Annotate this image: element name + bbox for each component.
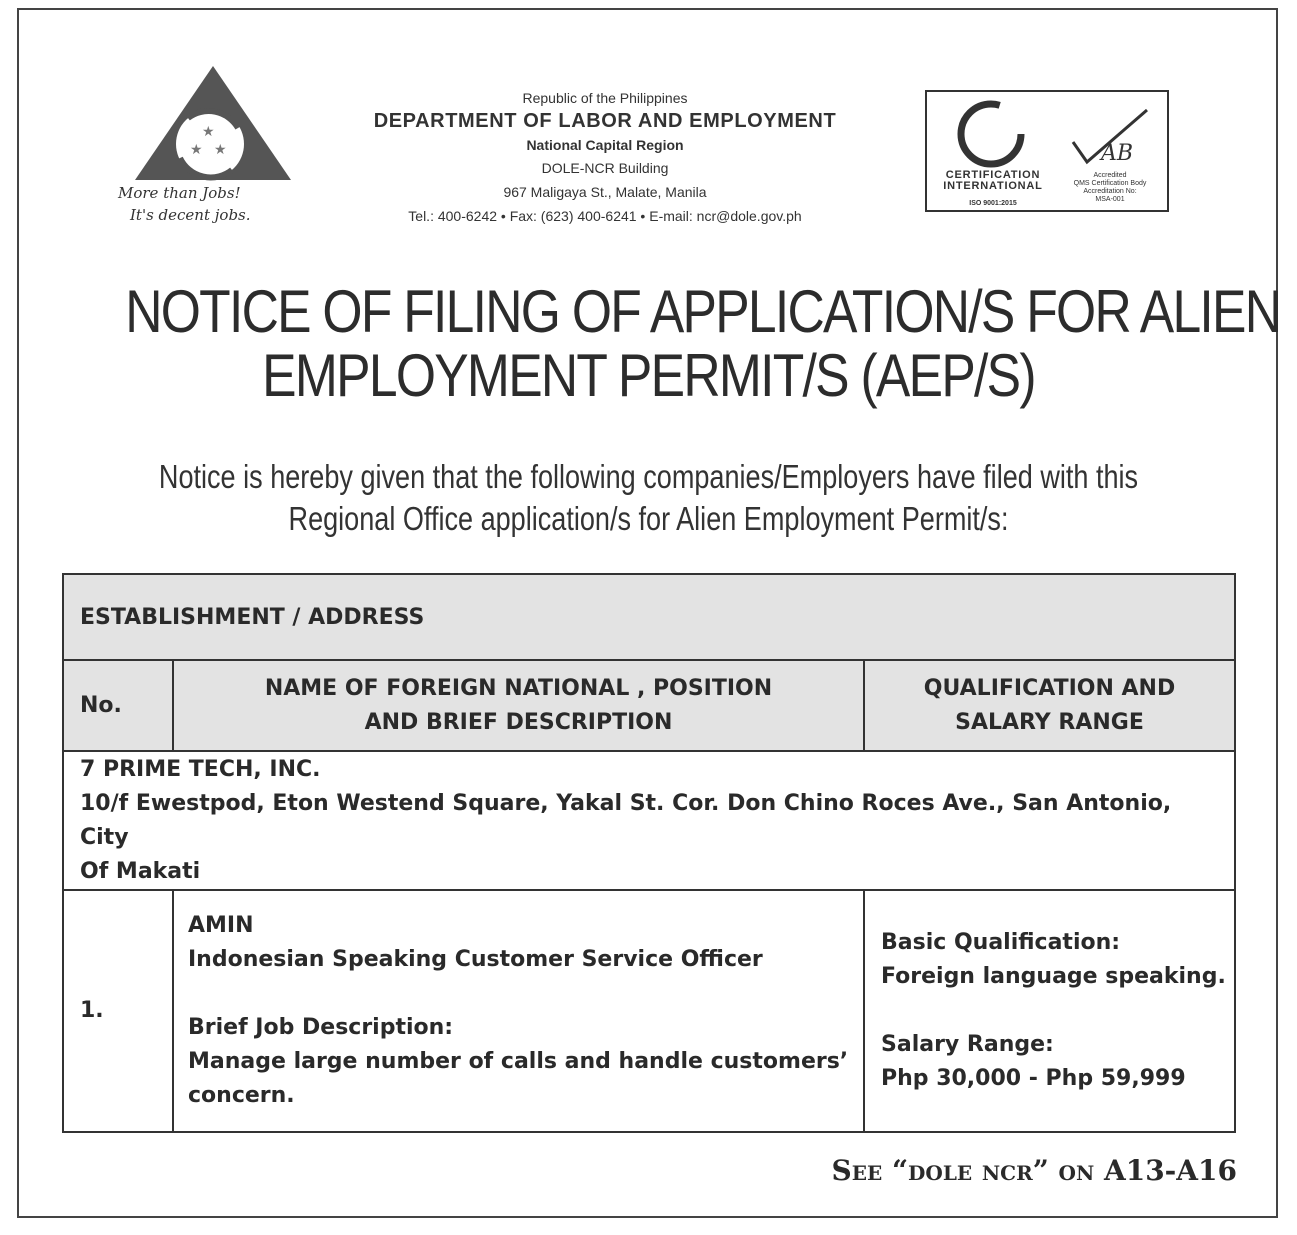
ci-ring-icon xyxy=(951,98,1031,170)
svg-text:★: ★ xyxy=(214,141,227,157)
dole-logo xyxy=(118,62,303,242)
ci-text: CERTIFICATION INTERNATIONAL xyxy=(943,169,1043,192)
certification-box xyxy=(925,90,1169,212)
company-name: 7 PRIME TECH, INC. xyxy=(80,756,321,782)
col-name-header: NAME OF FOREIGN NATIONAL , POSITION AND BRIEF DESCRIPTION xyxy=(173,660,864,751)
col-qualification-header: QUALIFICATION AND SALARY RANGE xyxy=(864,660,1235,751)
company-address-2: Of Makati xyxy=(80,858,201,884)
region-line: National Capital Region xyxy=(526,137,684,153)
company-row xyxy=(63,751,1235,890)
letterhead xyxy=(300,88,910,228)
dole-triangle-logo-icon xyxy=(128,62,298,182)
col-no-header: No. xyxy=(80,693,122,718)
svg-text:★: ★ xyxy=(202,123,215,139)
column-header-row xyxy=(63,660,1235,751)
establishment-header: ESTABLISHMENT / ADDRESS xyxy=(80,604,425,630)
logo-tagline-1: More than Jobs! xyxy=(118,184,241,202)
building-line: DOLE-NCR Building xyxy=(541,160,669,176)
position: Indonesian Speaking Customer Service Officer xyxy=(188,947,763,972)
notice-title: NOTICE OF FILING OF APPLICATION/S FOR ALIEN EMPLOYMENT PERMIT/S (AEP/S) xyxy=(125,278,1281,409)
pab-text: Accredited QMS Certification Body Accreditation No: MSA-001 xyxy=(1073,172,1147,203)
entry-number: 1. xyxy=(80,998,104,1023)
svg-text:AB: AB xyxy=(1101,141,1134,166)
salary-value: Php 30,000 - Php 59,999 xyxy=(881,1066,1186,1091)
desc-line-1: Manage large number of calls and handle customers’ xyxy=(188,1049,849,1074)
qualification-value: Foreign language speaking. xyxy=(881,964,1226,989)
desc-label: Brief Job Description: xyxy=(188,1015,454,1040)
address-line: 967 Maligaya St., Malate, Manila xyxy=(503,184,707,200)
department-name: DEPARTMENT OF LABOR AND EMPLOYMENT xyxy=(373,110,837,132)
svg-text:★: ★ xyxy=(190,141,203,157)
republic-line: Republic of the Philippines xyxy=(522,90,688,106)
desc-line-2: concern. xyxy=(188,1083,295,1108)
salary-label: Salary Range: xyxy=(881,1032,1054,1057)
table-row xyxy=(63,890,1235,1132)
iso-label: ISO 9001:2015 xyxy=(969,200,1017,207)
aep-table xyxy=(62,573,1236,1133)
establishment-header-row xyxy=(63,574,1235,660)
entry-qualification-cell xyxy=(864,890,1235,1132)
contact-line: Tel.: 400-6242 • Fax: (623) 400-6241 • E-mail: ncr@dole.gov.ph xyxy=(408,208,802,224)
entry-description-cell xyxy=(173,890,864,1132)
qualification-label: Basic Qualification: xyxy=(881,930,1121,955)
notice-intro: Notice is hereby given that the following companies/Employers have filed with this Regional Office application/s for Alien Employment Permit/s: xyxy=(158,458,1139,537)
company-address-1: 10/f Ewestpod, Eton Westend Square, Yakal St. Cor. Don Chino Roces Ave., San Antonio, City xyxy=(80,790,1172,850)
pab-check-icon xyxy=(1067,104,1157,170)
foreign-national-name: AMIN xyxy=(188,913,254,938)
logo-tagline-2: It's decent jobs. xyxy=(130,206,251,224)
see-reference: See “dole ncr” on A13-A16 xyxy=(831,1154,1237,1187)
